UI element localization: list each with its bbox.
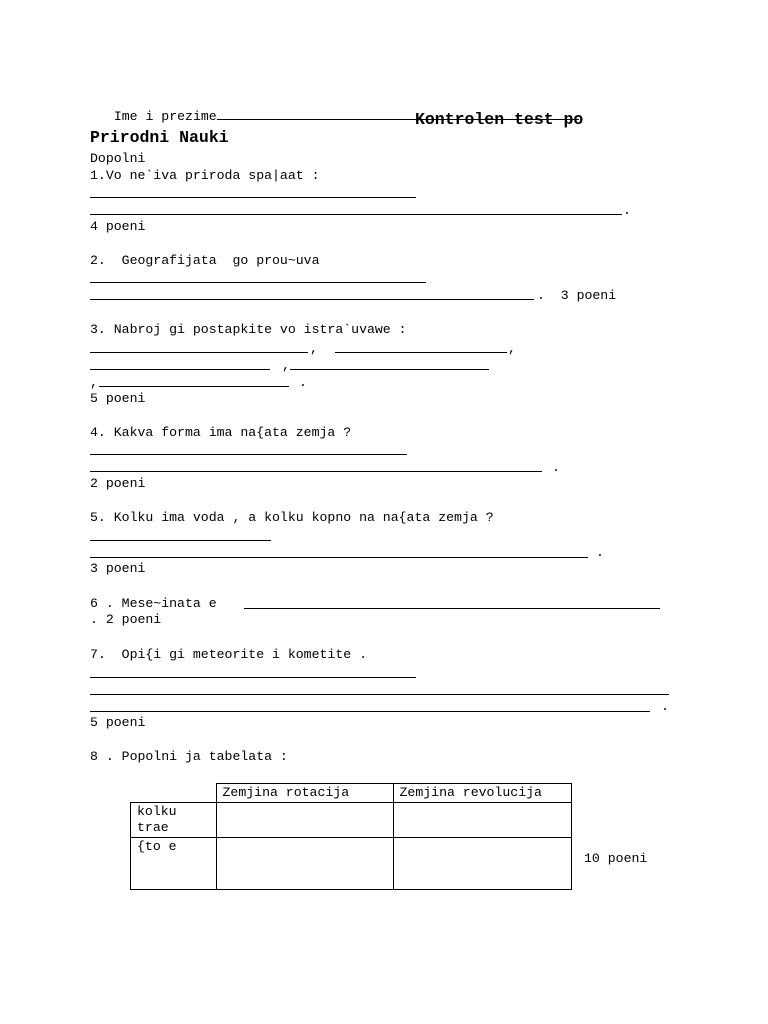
table-cell[interactable] [216, 838, 393, 890]
comma: , [282, 358, 290, 373]
points-2: . 3 poeni [537, 288, 617, 303]
column-header-revolution: Zemjina revolucija [393, 784, 571, 803]
table-row [131, 803, 572, 838]
period: . [552, 460, 560, 475]
table-cell[interactable] [393, 838, 571, 890]
row-label-line2: trae [137, 820, 169, 835]
table-corner [131, 784, 217, 803]
points-1: 4 poeni [90, 219, 146, 234]
comma: , [508, 341, 516, 356]
answer-blank[interactable] [90, 299, 534, 300]
answer-blank[interactable] [90, 282, 426, 283]
points-6: . 2 poeni [90, 612, 162, 627]
points-5: 3 poeni [90, 561, 146, 576]
page-title-line1: Kontrolen test po [415, 110, 584, 129]
page-title-line2: Prirodni Nauki [90, 128, 229, 147]
question-8: 8 . Popolni ja tabelata : [90, 749, 288, 764]
points-8: 10 poeni [584, 851, 648, 866]
question-1: 1.Vo ne`iva priroda spa|aat : [90, 168, 320, 183]
question-6: 6 . Mese~inata e [90, 596, 217, 611]
instruction: Dopolni [90, 151, 146, 166]
points-3: 5 poeni [90, 391, 146, 406]
table-header-row [131, 784, 572, 803]
answer-blank[interactable] [90, 557, 588, 558]
question-5: 5. Kolku ima voda , a kolku kopno na na{ata zemja ? [90, 510, 494, 525]
row-label [131, 803, 217, 838]
period: . [596, 545, 604, 560]
answer-blank[interactable] [244, 608, 660, 609]
answer-blank[interactable] [90, 214, 622, 215]
fill-in-table [130, 783, 572, 890]
comma: , [310, 341, 318, 356]
points-7: 5 poeni [90, 715, 146, 730]
answer-blank[interactable] [90, 197, 416, 198]
points-4: 2 poeni [90, 476, 146, 491]
answer-blank[interactable] [90, 540, 271, 541]
row-label-line1: {to e [137, 839, 177, 854]
comma: , [90, 375, 98, 390]
name-label: Ime i prezime [113, 109, 217, 124]
question-2: 2. Geografijata go prou~uva [90, 253, 320, 268]
answer-blank[interactable] [335, 352, 507, 353]
period: . [299, 375, 307, 390]
row-label [131, 838, 217, 890]
question-7: 7. Opi{i gi meteorite i kometite . [90, 647, 367, 662]
period: . [623, 203, 631, 218]
answer-blank[interactable] [90, 454, 407, 455]
table-cell[interactable] [216, 803, 393, 838]
row-label-line1: kolku [137, 804, 177, 819]
period: . [661, 699, 669, 714]
answer-blank[interactable] [90, 711, 650, 712]
answer-blank[interactable] [90, 369, 270, 370]
answer-blank[interactable] [99, 386, 289, 387]
question-4: 4. Kakva forma ima na{ata zemja ? [90, 425, 352, 440]
question-3: 3. Nabroj gi postapkite vo istra`uvawe : [90, 322, 407, 337]
answer-blank[interactable] [290, 369, 489, 370]
answer-blank[interactable] [90, 352, 308, 353]
table-cell[interactable] [393, 803, 571, 838]
table-row [131, 838, 572, 890]
answer-blank[interactable] [90, 694, 669, 695]
column-header-rotation: Zemjina rotacija [216, 784, 393, 803]
answer-blank[interactable] [90, 677, 416, 678]
answer-blank[interactable] [90, 471, 542, 472]
